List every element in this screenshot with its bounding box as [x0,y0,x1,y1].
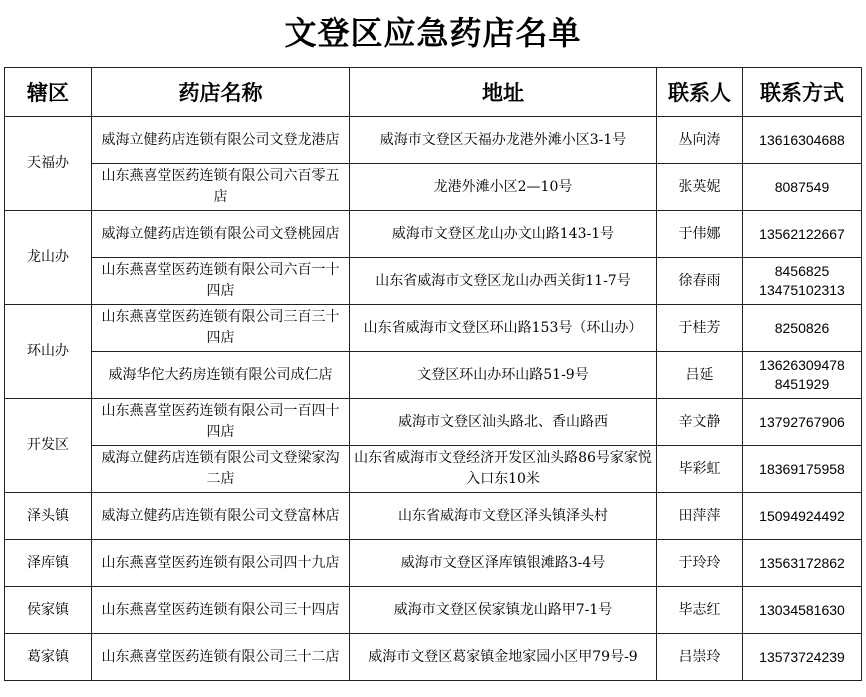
district-cell: 泽头镇 [5,493,92,540]
contact-cell: 于桂芳 [657,305,743,352]
address-cell: 威海市文登区泽库镇银滩路3-4号 [350,540,657,587]
contact-cell: 毕彩虹 [657,446,743,493]
phone-number: 13563172862 [759,554,845,571]
table-row [5,634,862,681]
pharmacy-name-cell: 山东燕喜堂医药连锁有限公司四十九店 [92,540,350,587]
phone-number: 13034581630 [759,601,845,618]
contact-cell: 吕崇玲 [657,634,743,681]
phone-cell [743,305,862,352]
contact-cell: 张英妮 [657,164,743,211]
phone-number: 8456825 [774,263,830,279]
address-cell: 威海市文登区天福办龙港外滩小区3-1号 [350,117,657,164]
table-row [5,540,862,587]
phone-number: 15094924492 [759,507,845,524]
phone-number: 13562122667 [759,225,845,242]
pharmacy-name-cell: 山东燕喜堂医药连锁有限公司三十四店 [92,587,350,634]
address-cell: 威海市文登区龙山办文山路143-1号 [350,211,657,258]
district-cell: 侯家镇 [5,587,92,634]
header-phone: 联系方式 [743,68,862,117]
phone-number: 18369175958 [759,460,845,477]
pharmacy-name-cell: 威海立健药店连锁有限公司文登龙港店 [92,117,350,164]
table-row [5,493,862,540]
address-cell: 龙港外滩小区2—10号 [350,164,657,211]
table-row [5,117,862,164]
table-row [5,305,862,352]
pharmacy-name-cell: 威海立健药店连锁有限公司文登富林店 [92,493,350,540]
district-cell: 天福办 [5,117,92,211]
phone-number: 8451929 [774,376,830,392]
address-cell: 文登区环山办环山路51-9号 [350,352,657,399]
pharmacy-name-cell: 威海立健药店连锁有限公司文登桃园店 [92,211,350,258]
contact-cell: 辛文静 [657,399,743,446]
table-row [5,211,862,258]
pharmacy-name-cell: 山东燕喜堂医药连锁有限公司一百四十四店 [92,399,350,446]
phone-cell [743,399,862,446]
phone-number: 13792767906 [759,413,845,430]
phone-cell [743,493,862,540]
phone-number: 13616304688 [759,131,845,148]
district-cell: 环山办 [5,305,92,399]
table-row [5,164,862,211]
contact-cell: 吕延 [657,352,743,399]
phone-number: 13475102313 [759,282,845,298]
header-name: 药店名称 [92,68,350,117]
phone-cell [743,117,862,164]
district-cell: 开发区 [5,399,92,493]
district-cell: 泽库镇 [5,540,92,587]
address-cell: 威海市文登区汕头路北、香山路西 [350,399,657,446]
table-row [5,587,862,634]
header-district: 辖区 [5,68,92,117]
address-cell: 山东省威海市文登区泽头镇泽头村 [350,493,657,540]
page-title: 文登区应急药店名单 [284,14,582,52]
table-header-row [5,68,862,117]
pharmacy-name-cell: 山东燕喜堂医药连锁有限公司六百零五店 [92,164,350,211]
pharmacy-name-cell: 山东燕喜堂医药连锁有限公司三十二店 [92,634,350,681]
contact-cell: 毕志红 [657,587,743,634]
table-row [5,258,862,305]
phone-cell [743,446,862,493]
address-cell: 威海市文登区侯家镇龙山路甲7-1号 [350,587,657,634]
phone-number: 13573724239 [759,648,845,665]
address-cell: 威海市文登区葛家镇金地家园小区甲79号-9 [350,634,657,681]
address-cell: 山东省威海市文登区环山路153号（环山办） [350,305,657,352]
table-row [5,352,862,399]
pharmacy-table [4,67,862,681]
contact-cell: 丛向涛 [657,117,743,164]
phone-cell [743,164,862,211]
contact-cell: 徐春雨 [657,258,743,305]
phone-number: 13626309478 [759,357,845,373]
contact-cell: 于伟娜 [657,211,743,258]
header-address: 地址 [350,68,657,117]
pharmacy-name-cell: 威海华佗大药房连锁有限公司成仁店 [92,352,350,399]
phone-number: 8250826 [774,319,830,336]
phone-number: 8087549 [774,178,830,195]
table-row [5,399,862,446]
contact-cell: 田萍萍 [657,493,743,540]
district-cell: 葛家镇 [5,634,92,681]
address-cell: 山东省威海市文登经济开发区汕头路86号家家悦入口东10米 [350,446,657,493]
phone-cell [743,211,862,258]
phone-cell [743,352,862,399]
phone-cell [743,587,862,634]
pharmacy-name-cell: 山东燕喜堂医药连锁有限公司三百三十四店 [92,305,350,352]
pharmacy-name-cell: 威海立健药店连锁有限公司文登梁家沟二店 [92,446,350,493]
phone-cell [743,540,862,587]
pharmacy-name-cell: 山东燕喜堂医药连锁有限公司六百一十四店 [92,258,350,305]
address-cell: 山东省威海市文登区龙山办西关街11-7号 [350,258,657,305]
contact-cell: 于玲玲 [657,540,743,587]
district-cell: 龙山办 [5,211,92,305]
header-contact: 联系人 [657,68,743,117]
table-row [5,446,862,493]
phone-cell [743,258,862,305]
phone-cell [743,634,862,681]
